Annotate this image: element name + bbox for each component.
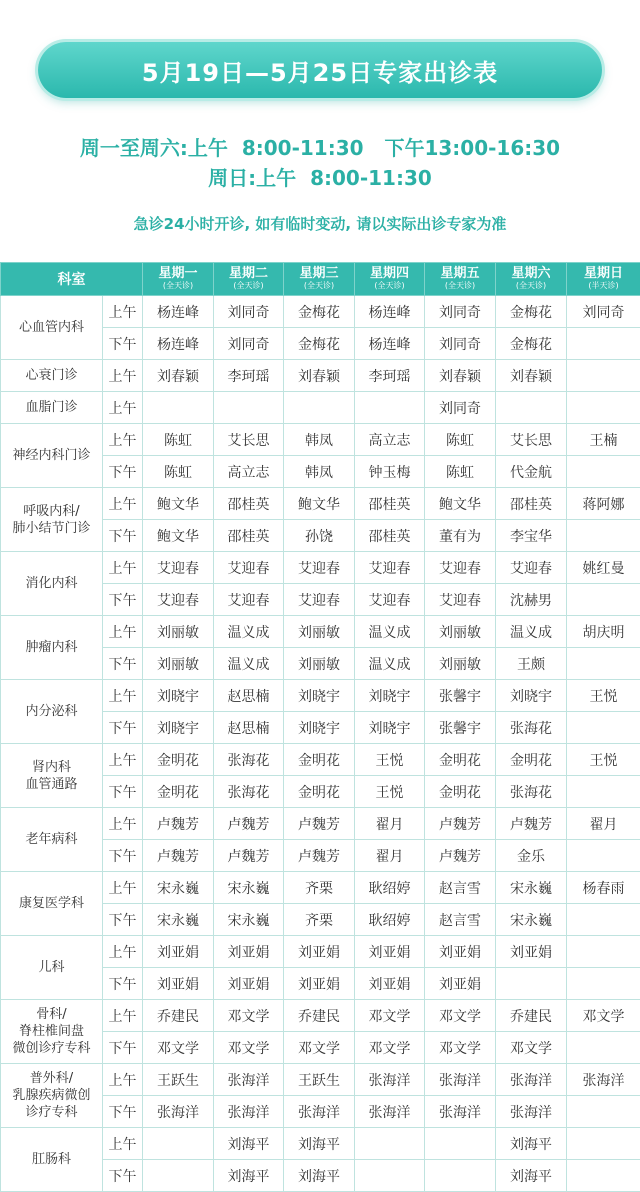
doctor-cell: [567, 968, 640, 1000]
doctor-cell: [425, 1160, 496, 1192]
table-row: [1, 424, 640, 456]
doctor-cell: 耿绍婷: [355, 904, 425, 936]
doctor-cell: 金梅花: [496, 296, 567, 328]
doctor-cell: 杨连峰: [355, 296, 425, 328]
hours-weekday: 周一至周六:上午 8:00-11:30 下午13:00-16:30: [0, 132, 640, 161]
doctor-cell: 张海洋: [355, 1064, 425, 1096]
doctor-cell: [567, 648, 640, 680]
period-label: 下午: [103, 456, 143, 488]
doctor-cell: 张海洋: [214, 1096, 284, 1128]
doctor-cell: 刘亚娟: [355, 936, 425, 968]
doctor-cell: [143, 1160, 214, 1192]
doctor-cell: 姚红曼: [567, 552, 640, 584]
doctor-cell: 艾迎春: [425, 552, 496, 584]
doctor-cell: 刘春颖: [425, 360, 496, 392]
doctor-cell: 李宝华: [496, 520, 567, 552]
period-label: 上午: [103, 424, 143, 456]
period-label: 下午: [103, 328, 143, 360]
doctor-cell: [425, 1128, 496, 1160]
doctor-cell: 王跃生: [284, 1064, 355, 1096]
doctor-cell: 艾迎春: [214, 552, 284, 584]
doctor-cell: 陈虹: [425, 424, 496, 456]
doctor-cell: 艾迎春: [425, 584, 496, 616]
doctor-cell: 刘亚娟: [425, 968, 496, 1000]
doctor-cell: 张海洋: [425, 1096, 496, 1128]
doctor-cell: [143, 1128, 214, 1160]
period-label: 上午: [103, 808, 143, 840]
doctor-cell: 张海洋: [425, 1064, 496, 1096]
doctor-cell: 刘亚娟: [214, 968, 284, 1000]
period-label: 下午: [103, 1096, 143, 1128]
doctor-cell: 卢魏芳: [143, 840, 214, 872]
doctor-cell: 艾迎春: [496, 552, 567, 584]
doctor-cell: 刘晓宇: [143, 712, 214, 744]
table-row: [1, 488, 640, 520]
dept-name: 神经内科门诊: [1, 424, 103, 488]
doctor-cell: 王楠: [567, 424, 640, 456]
period-label: 上午: [103, 552, 143, 584]
doctor-cell: 王悦: [355, 776, 425, 808]
doctor-cell: 艾长思: [214, 424, 284, 456]
doctor-cell: 张海花: [496, 712, 567, 744]
doctor-cell: 艾迎春: [355, 584, 425, 616]
doctor-cell: [496, 392, 567, 424]
doctor-cell: [567, 584, 640, 616]
doctor-cell: 艾迎春: [214, 584, 284, 616]
period-label: 上午: [103, 744, 143, 776]
doctor-cell: 刘亚娟: [496, 936, 567, 968]
doctor-cell: 韩凤: [284, 456, 355, 488]
period-label: 下午: [103, 776, 143, 808]
doctor-cell: 艾迎春: [284, 552, 355, 584]
doctor-cell: 赵思楠: [214, 680, 284, 712]
doctor-cell: 耿绍婷: [355, 872, 425, 904]
doctor-cell: 陈虹: [143, 424, 214, 456]
period-label: 下午: [103, 1160, 143, 1192]
day-header: 星期一 (全天诊): [143, 263, 214, 296]
doctor-cell: 王颇: [496, 648, 567, 680]
doctor-cell: 金明花: [425, 776, 496, 808]
table-row: [1, 296, 640, 328]
table-row: [1, 616, 640, 648]
period-label: 下午: [103, 840, 143, 872]
hours-sunday: 周日:上午 8:00-11:30: [0, 162, 640, 191]
doctor-cell: 邵桂英: [214, 520, 284, 552]
doctor-cell: 卢魏芳: [284, 808, 355, 840]
table-row: [1, 360, 640, 392]
period-label: 下午: [103, 584, 143, 616]
doctor-cell: 温义成: [214, 648, 284, 680]
doctor-cell: 李珂瑶: [355, 360, 425, 392]
doctor-cell: 沈赫男: [496, 584, 567, 616]
doctor-cell: 邓文学: [355, 1000, 425, 1032]
doctor-cell: 赵言雪: [425, 904, 496, 936]
doctor-cell: 张海洋: [496, 1096, 567, 1128]
doctor-cell: 卢魏芳: [214, 840, 284, 872]
doctor-cell: 金明花: [143, 744, 214, 776]
doctor-cell: 刘海平: [214, 1128, 284, 1160]
period-label: 下午: [103, 968, 143, 1000]
doctor-cell: 金明花: [284, 744, 355, 776]
doctor-cell: 韩凤: [284, 424, 355, 456]
doctor-cell: 张馨宇: [425, 680, 496, 712]
doctor-cell: 金乐: [496, 840, 567, 872]
doctor-cell: 钟玉梅: [355, 456, 425, 488]
doctor-cell: 翟月: [355, 840, 425, 872]
doctor-cell: 刘晓宇: [143, 680, 214, 712]
doctor-cell: 金明花: [496, 744, 567, 776]
doctor-cell: 张海花: [214, 744, 284, 776]
dept-name: 普外科/ 乳腺疾病微创 诊疗专科: [1, 1064, 103, 1128]
dept-name: 肿瘤内科: [1, 616, 103, 680]
doctor-cell: [284, 392, 355, 424]
doctor-cell: 宋永巍: [496, 904, 567, 936]
doctor-cell: 刘亚娟: [143, 936, 214, 968]
doctor-cell: 刘晓宇: [496, 680, 567, 712]
dept-name: 心衰门诊: [1, 360, 103, 392]
doctor-cell: 乔建民: [284, 1000, 355, 1032]
doctor-cell: [567, 776, 640, 808]
doctor-cell: [567, 1032, 640, 1064]
doctor-cell: 刘亚娟: [214, 936, 284, 968]
doctor-cell: 刘同奇: [567, 296, 640, 328]
page-title: 5月19日—5月25日专家出诊表: [142, 53, 498, 88]
doctor-cell: 高立志: [214, 456, 284, 488]
doctor-cell: 艾迎春: [284, 584, 355, 616]
dept-header: 科室: [1, 263, 143, 296]
doctor-cell: 张海洋: [214, 1064, 284, 1096]
doctor-cell: 邓文学: [355, 1032, 425, 1064]
period-label: 上午: [103, 1128, 143, 1160]
doctor-cell: 金明花: [143, 776, 214, 808]
doctor-cell: 王跃生: [143, 1064, 214, 1096]
doctor-cell: 宋永巍: [496, 872, 567, 904]
period-label: 上午: [103, 1064, 143, 1096]
doctor-cell: 宋永巍: [143, 904, 214, 936]
dept-name: 肾内科 血管通路: [1, 744, 103, 808]
period-label: 上午: [103, 488, 143, 520]
doctor-cell: 刘丽敏: [284, 616, 355, 648]
doctor-cell: 刘亚娟: [284, 968, 355, 1000]
doctor-cell: 金明花: [284, 776, 355, 808]
doctor-cell: 金梅花: [284, 328, 355, 360]
doctor-cell: 刘同奇: [214, 328, 284, 360]
doctor-cell: 张馨宇: [425, 712, 496, 744]
period-label: 下午: [103, 520, 143, 552]
doctor-cell: [567, 904, 640, 936]
dept-name: 康复医学科: [1, 872, 103, 936]
day-header: 星期四 (全天诊): [355, 263, 425, 296]
emergency-note: 急诊24小时开诊, 如有临时变动, 请以实际出诊专家为准: [0, 213, 640, 234]
period-label: 上午: [103, 392, 143, 424]
day-header: 星期五 (全天诊): [425, 263, 496, 296]
doctor-cell: 刘亚娟: [355, 968, 425, 1000]
doctor-cell: 杨连峰: [143, 296, 214, 328]
doctor-cell: 王悦: [567, 744, 640, 776]
doctor-cell: 鲍文华: [425, 488, 496, 520]
period-label: 上午: [103, 616, 143, 648]
doctor-cell: 张海洋: [143, 1096, 214, 1128]
doctor-cell: 邓文学: [214, 1000, 284, 1032]
doctor-cell: [143, 392, 214, 424]
doctor-cell: 刘晓宇: [355, 712, 425, 744]
doctor-cell: [567, 456, 640, 488]
dept-name: 血脂门诊: [1, 392, 103, 424]
doctor-cell: 艾迎春: [143, 552, 214, 584]
doctor-cell: 邓文学: [284, 1032, 355, 1064]
doctor-cell: 乔建民: [496, 1000, 567, 1032]
table-row: [1, 680, 640, 712]
doctor-cell: 代金航: [496, 456, 567, 488]
doctor-cell: 杨连峰: [355, 328, 425, 360]
doctor-cell: [355, 392, 425, 424]
table-header-row: [1, 263, 640, 296]
dept-name: 儿科: [1, 936, 103, 1000]
doctor-cell: 王悦: [355, 744, 425, 776]
day-header: 星期二 (全天诊): [214, 263, 284, 296]
doctor-cell: 齐栗: [284, 872, 355, 904]
doctor-cell: 胡庆明: [567, 616, 640, 648]
doctor-cell: 李珂瑶: [214, 360, 284, 392]
table-row: [1, 808, 640, 840]
doctor-cell: 邓文学: [425, 1000, 496, 1032]
period-label: 上午: [103, 936, 143, 968]
doctor-cell: 赵思楠: [214, 712, 284, 744]
doctor-cell: 刘丽敏: [143, 616, 214, 648]
doctor-cell: 张海洋: [567, 1064, 640, 1096]
doctor-cell: 张海洋: [355, 1096, 425, 1128]
table-row: [1, 552, 640, 584]
table-row: [1, 1064, 640, 1096]
doctor-cell: 刘同奇: [425, 296, 496, 328]
doctor-cell: [496, 968, 567, 1000]
doctor-cell: 宋永巍: [143, 872, 214, 904]
doctor-cell: [567, 712, 640, 744]
dept-name: 骨科/ 脊柱椎间盘 微创诊疗专科: [1, 1000, 103, 1064]
doctor-cell: [567, 328, 640, 360]
doctor-cell: 邓文学: [214, 1032, 284, 1064]
doctor-cell: 艾迎春: [143, 584, 214, 616]
doctor-cell: [355, 1160, 425, 1192]
doctor-cell: [567, 936, 640, 968]
doctor-cell: [567, 392, 640, 424]
doctor-cell: [567, 520, 640, 552]
doctor-cell: 张海花: [214, 776, 284, 808]
doctor-cell: 刘晓宇: [284, 712, 355, 744]
doctor-cell: 杨春雨: [567, 872, 640, 904]
doctor-cell: 赵言雪: [425, 872, 496, 904]
doctor-cell: 邓文学: [143, 1032, 214, 1064]
table-row: [1, 936, 640, 968]
title-banner: [38, 42, 602, 98]
period-label: 上午: [103, 360, 143, 392]
period-label: 上午: [103, 1000, 143, 1032]
period-label: 上午: [103, 872, 143, 904]
doctor-cell: [567, 360, 640, 392]
doctor-cell: 艾迎春: [355, 552, 425, 584]
doctor-cell: 卢魏芳: [284, 840, 355, 872]
doctor-cell: 孙饶: [284, 520, 355, 552]
doctor-cell: 刘晓宇: [284, 680, 355, 712]
period-label: 下午: [103, 648, 143, 680]
doctor-cell: 金梅花: [284, 296, 355, 328]
doctor-cell: 刘海平: [284, 1128, 355, 1160]
doctor-cell: 刘海平: [284, 1160, 355, 1192]
doctor-cell: 艾长思: [496, 424, 567, 456]
doctor-cell: 卢魏芳: [496, 808, 567, 840]
schedule-table: [0, 262, 640, 1192]
doctor-cell: 刘春颖: [284, 360, 355, 392]
doctor-cell: 邵桂英: [496, 488, 567, 520]
period-label: 上午: [103, 296, 143, 328]
table-row: [1, 392, 640, 424]
day-header: 星期日 (半天诊): [567, 263, 640, 296]
doctor-cell: 邓文学: [567, 1000, 640, 1032]
doctor-cell: [567, 1128, 640, 1160]
doctor-cell: 邓文学: [425, 1032, 496, 1064]
doctor-cell: 金明花: [425, 744, 496, 776]
doctor-cell: 刘丽敏: [425, 616, 496, 648]
period-label: 下午: [103, 904, 143, 936]
doctor-cell: 温义成: [214, 616, 284, 648]
doctor-cell: 刘亚娟: [425, 936, 496, 968]
doctor-cell: 鲍文华: [143, 520, 214, 552]
doctor-cell: 邵桂英: [214, 488, 284, 520]
doctor-cell: 刘晓宇: [355, 680, 425, 712]
doctor-cell: 刘丽敏: [425, 648, 496, 680]
doctor-cell: 刘丽敏: [143, 648, 214, 680]
day-header: 星期三 (全天诊): [284, 263, 355, 296]
doctor-cell: 鲍文华: [284, 488, 355, 520]
doctor-cell: 陈虹: [425, 456, 496, 488]
day-header: 星期六 (全天诊): [496, 263, 567, 296]
doctor-cell: [567, 840, 640, 872]
dept-name: 呼吸内科/ 肺小结节门诊: [1, 488, 103, 552]
doctor-cell: 张海洋: [496, 1064, 567, 1096]
doctor-cell: 刘同奇: [425, 392, 496, 424]
period-label: 下午: [103, 712, 143, 744]
doctor-cell: 翟月: [567, 808, 640, 840]
doctor-cell: [214, 392, 284, 424]
doctor-cell: 刘同奇: [425, 328, 496, 360]
doctor-cell: 宋永巍: [214, 872, 284, 904]
doctor-cell: 邵桂英: [355, 488, 425, 520]
doctor-cell: 鲍文华: [143, 488, 214, 520]
doctor-cell: 杨连峰: [143, 328, 214, 360]
doctor-cell: 王悦: [567, 680, 640, 712]
doctor-cell: [567, 1096, 640, 1128]
doctor-cell: 温义成: [496, 616, 567, 648]
doctor-cell: 刘春颖: [143, 360, 214, 392]
doctor-cell: 刘海平: [496, 1128, 567, 1160]
doctor-cell: 温义成: [355, 616, 425, 648]
doctor-cell: 高立志: [355, 424, 425, 456]
doctor-cell: 刘海平: [214, 1160, 284, 1192]
doctor-cell: 刘海平: [496, 1160, 567, 1192]
dept-name: 老年病科: [1, 808, 103, 872]
doctor-cell: [355, 1128, 425, 1160]
doctor-cell: 刘同奇: [214, 296, 284, 328]
table-row: [1, 1128, 640, 1160]
doctor-cell: 卢魏芳: [214, 808, 284, 840]
dept-name: 心血管内科: [1, 296, 103, 360]
doctor-cell: 翟月: [355, 808, 425, 840]
table-row: [1, 1000, 640, 1032]
doctor-cell: 金梅花: [496, 328, 567, 360]
table-row: [1, 744, 640, 776]
doctor-cell: 张海洋: [284, 1096, 355, 1128]
doctor-cell: 刘春颖: [496, 360, 567, 392]
doctor-cell: 邓文学: [496, 1032, 567, 1064]
doctor-cell: 陈虹: [143, 456, 214, 488]
dept-name: 肛肠科: [1, 1128, 103, 1192]
doctor-cell: 刘丽敏: [284, 648, 355, 680]
doctor-cell: 邵桂英: [355, 520, 425, 552]
doctor-cell: 卢魏芳: [425, 840, 496, 872]
doctor-cell: 刘亚娟: [143, 968, 214, 1000]
doctor-cell: 蒋阿娜: [567, 488, 640, 520]
doctor-cell: [567, 1160, 640, 1192]
doctor-cell: 乔建民: [143, 1000, 214, 1032]
doctor-cell: 宋永巍: [214, 904, 284, 936]
period-label: 上午: [103, 680, 143, 712]
table-row: [1, 872, 640, 904]
period-label: 下午: [103, 1032, 143, 1064]
dept-name: 内分泌科: [1, 680, 103, 744]
doctor-cell: 董有为: [425, 520, 496, 552]
doctor-cell: 卢魏芳: [425, 808, 496, 840]
doctor-cell: 温义成: [355, 648, 425, 680]
doctor-cell: 张海花: [496, 776, 567, 808]
doctor-cell: 卢魏芳: [143, 808, 214, 840]
dept-name: 消化内科: [1, 552, 103, 616]
doctor-cell: 齐栗: [284, 904, 355, 936]
doctor-cell: 刘亚娟: [284, 936, 355, 968]
